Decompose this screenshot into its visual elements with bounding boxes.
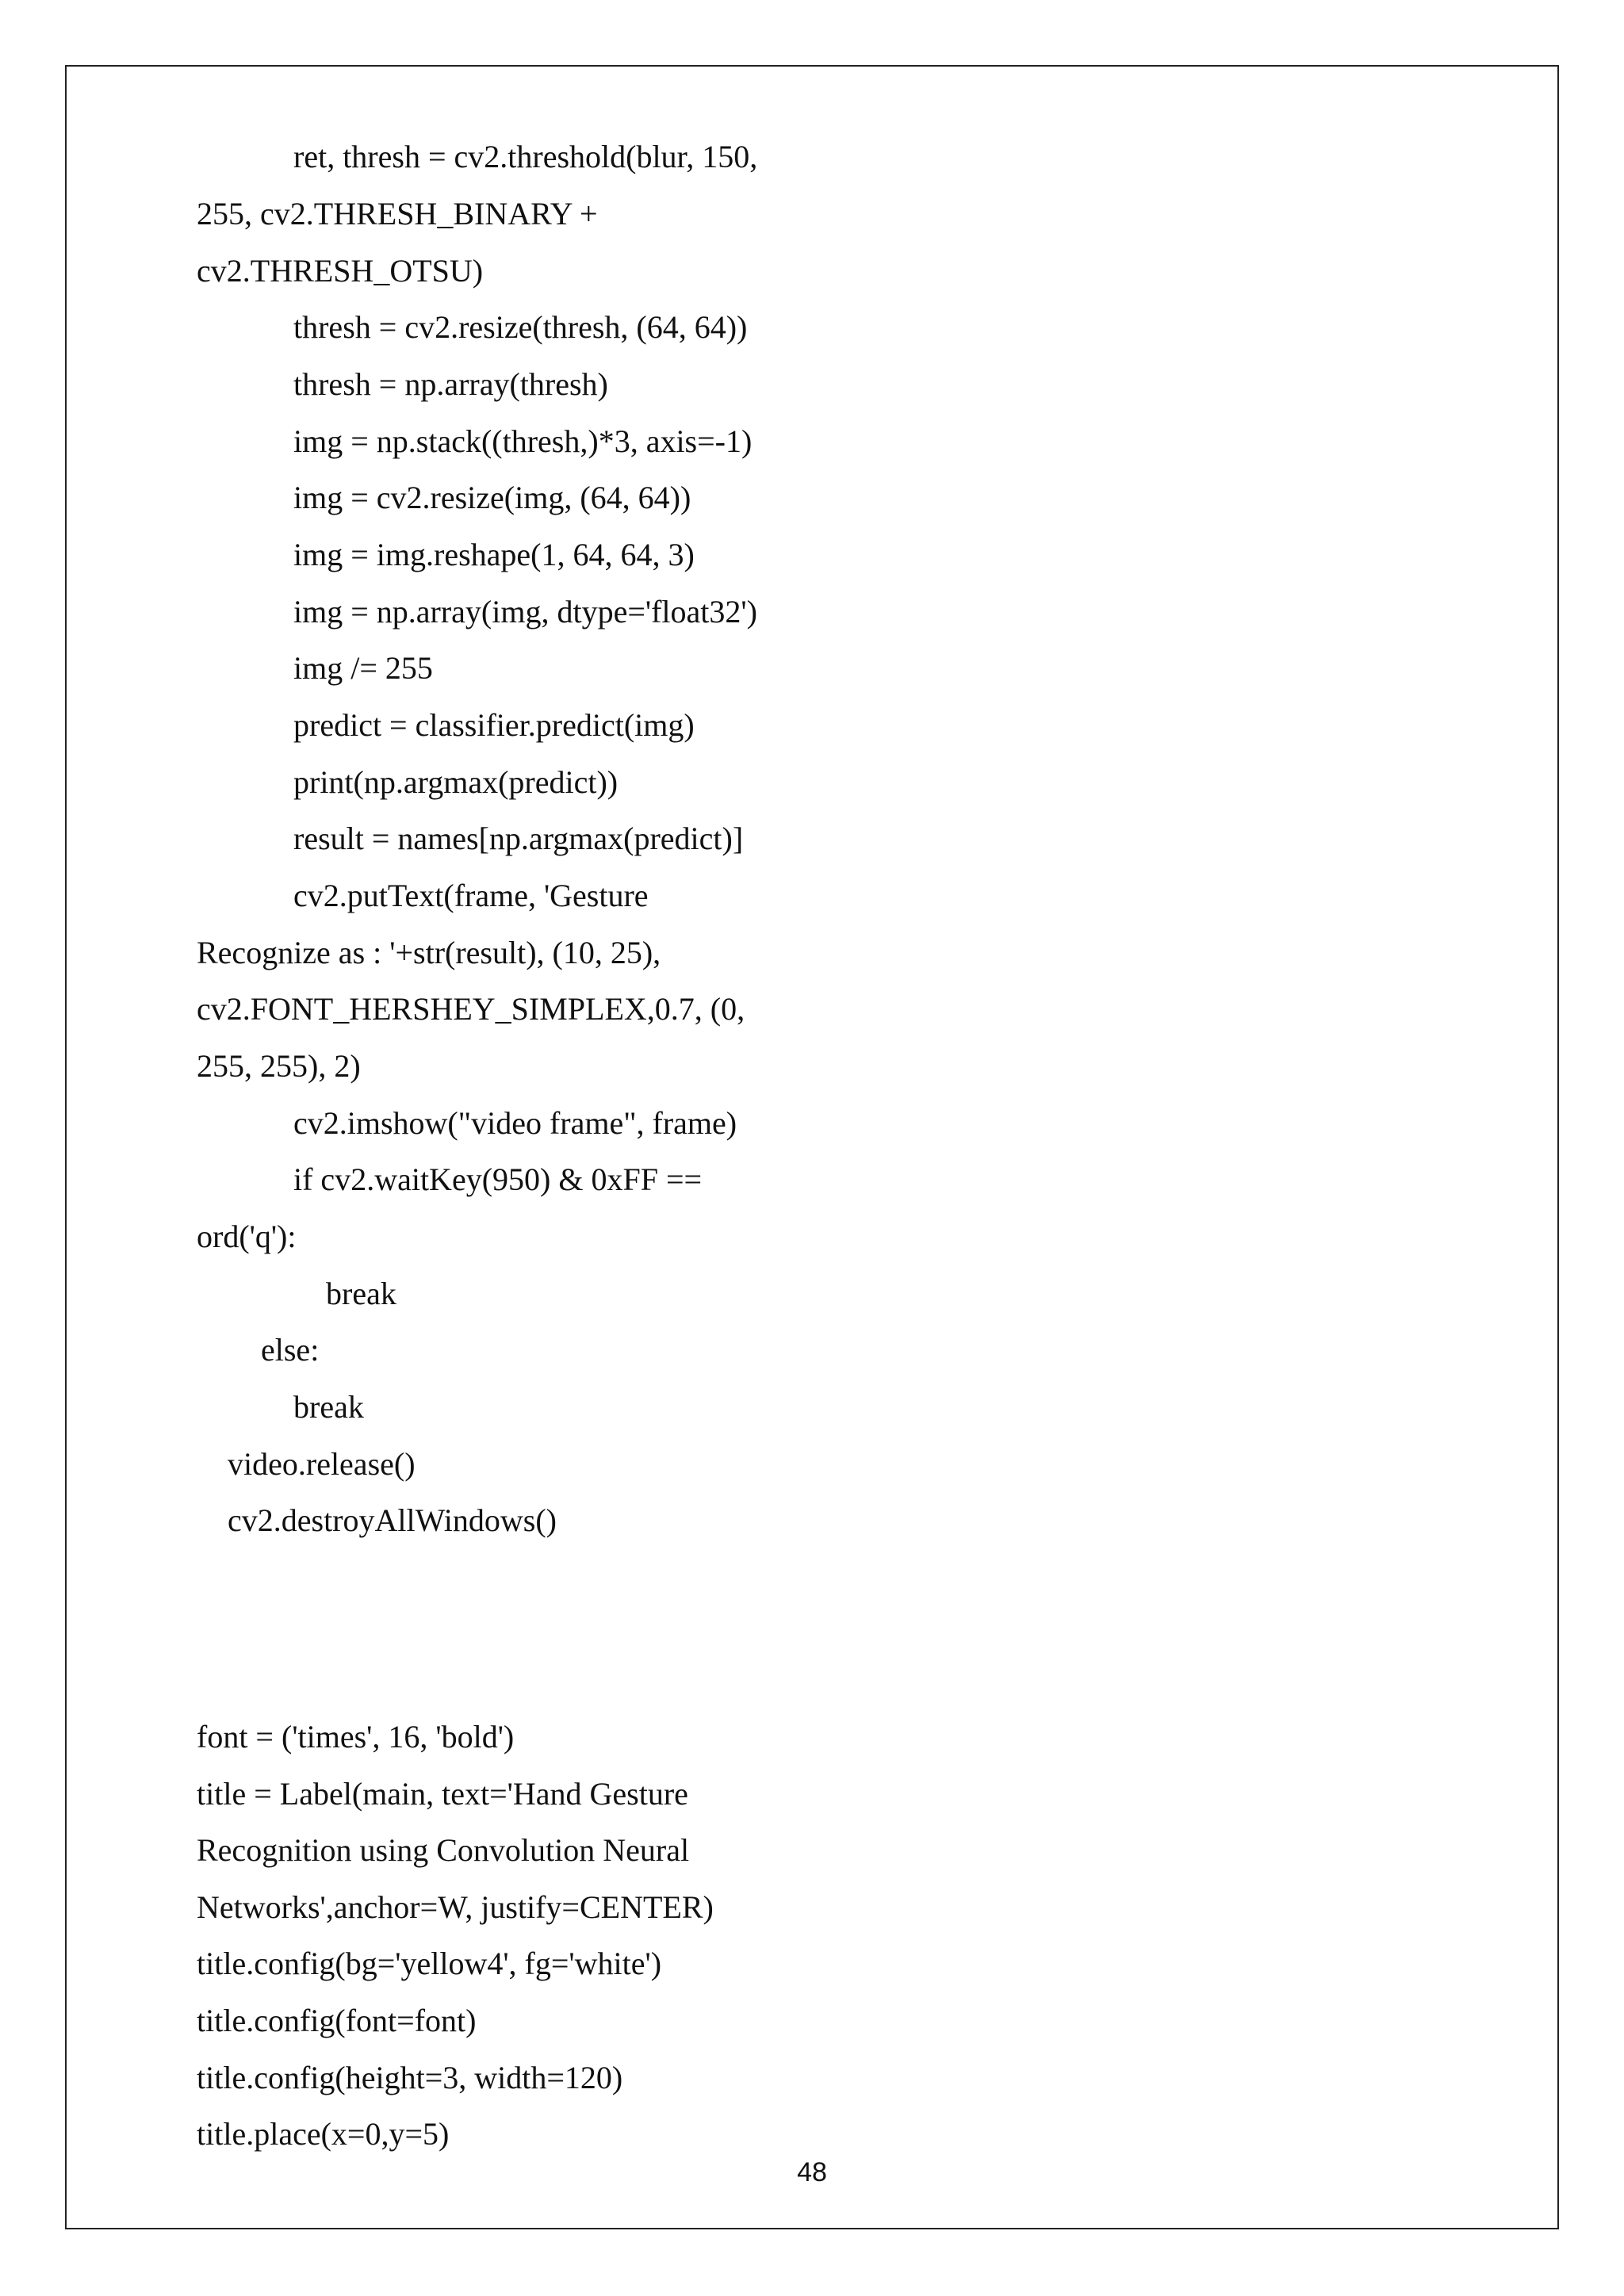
- code-line-6: img = np.stack((thresh,)*3, axis=-1): [293, 423, 753, 459]
- code-line-19: if cv2.waitKey(950) & 0xFF ==: [293, 1161, 703, 1197]
- code-line-10: img /= 255: [293, 650, 433, 686]
- code-line-4: thresh = cv2.resize(thresh, (64, 64)): [293, 309, 748, 345]
- code-line-5: thresh = np.array(thresh): [293, 366, 608, 402]
- code-line-25: cv2.destroyAllWindows(): [228, 1502, 557, 1538]
- code-line-31: title.config(font=font): [197, 2003, 477, 2038]
- code-line-28: Recognition using Convolution Neural: [197, 1832, 690, 1868]
- code-line-14: cv2.putText(frame, 'Gesture: [293, 878, 649, 913]
- code-line-32: title.config(height=3, width=120): [197, 2060, 623, 2095]
- code-line-2: 255, cv2.THRESH_BINARY +: [197, 196, 598, 232]
- code-line-27: title = Label(main, text='Hand Gesture: [197, 1776, 688, 1812]
- code-line-22: else:: [261, 1332, 320, 1368]
- code-line-16: cv2.FONT_HERSHEY_SIMPLEX,0.7, (0,: [197, 991, 745, 1027]
- code-line-11: predict = classifier.predict(img): [293, 707, 695, 743]
- code-line-18: cv2.imshow("video frame", frame): [293, 1105, 737, 1141]
- code-line-23: break: [293, 1389, 364, 1425]
- code-line-3: cv2.THRESH_OTSU): [197, 253, 484, 289]
- code-line-24: video.release(): [228, 1446, 416, 1482]
- code-line-15: Recognize as : '+str(result), (10, 25),: [197, 935, 661, 970]
- code-line-1: ret, thresh = cv2.threshold(blur, 150,: [293, 139, 758, 174]
- code-line-8: img = img.reshape(1, 64, 64, 3): [293, 537, 695, 572]
- code-line-20: ord('q'):: [197, 1219, 297, 1254]
- code-line-17: 255, 255), 2): [197, 1048, 361, 1084]
- code-line-21: break: [326, 1276, 396, 1311]
- code-line-29: Networks',anchor=W, justify=CENTER): [197, 1889, 714, 1925]
- code-line-13: result = names[np.argmax(predict)]: [293, 821, 744, 856]
- code-line-33: title.place(x=0,y=5): [197, 2116, 450, 2152]
- page-number: 48: [797, 2157, 827, 2187]
- code-line-30: title.config(bg='yellow4', fg='white'): [197, 1946, 662, 1981]
- code-line-9: img = np.array(img, dtype='float32'): [293, 594, 757, 629]
- code-line-12: print(np.argmax(predict)): [293, 764, 619, 800]
- code-line-26: font = ('times', 16, 'bold'): [197, 1719, 515, 1755]
- code-line-7: img = cv2.resize(img, (64, 64)): [293, 480, 691, 515]
